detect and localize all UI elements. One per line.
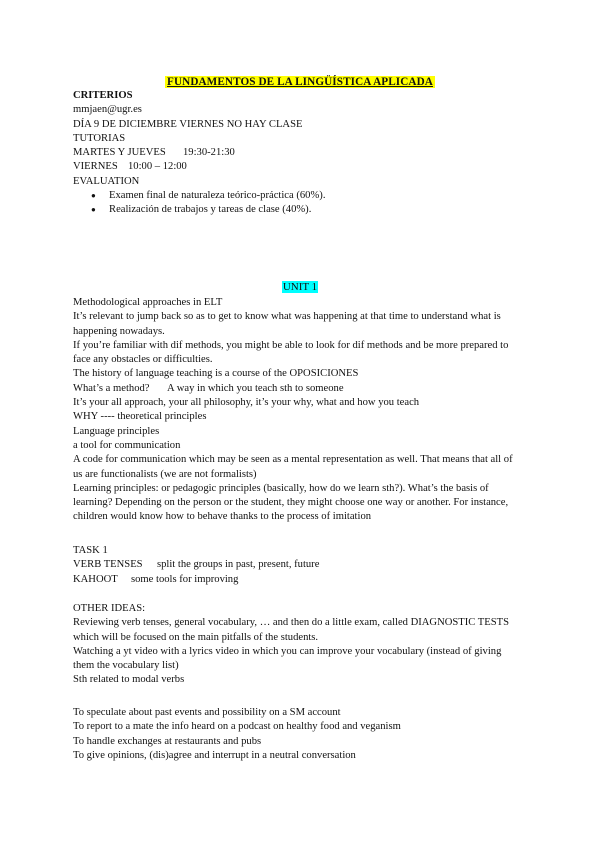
task-heading: TASK 1 bbox=[73, 545, 108, 556]
tutorias-row-1 bbox=[73, 146, 533, 160]
task-desc: split the groups in past, present, future bbox=[157, 559, 320, 571]
evaluation-list bbox=[73, 189, 533, 218]
method-def: A way in which you teach sth to someone bbox=[167, 382, 344, 394]
paragraph: It’s relevant to jump back so as to get to know what was happening at that time to understand what is happening nowadays. bbox=[73, 311, 501, 337]
tutorias-heading: TUTORIAS bbox=[73, 132, 126, 144]
document-title-text: FUNDAMENTOS DE LA LINGÜÍSTICA APLICADA bbox=[167, 76, 433, 88]
method-term: What’s a method? bbox=[73, 382, 150, 394]
task-row bbox=[73, 558, 533, 572]
tutorias-row-2 bbox=[73, 160, 533, 174]
goal-line: To report to a mate the info heard on a podcast on healthy food and veganism bbox=[73, 721, 401, 733]
unit-title-text: UNIT 1 bbox=[282, 281, 318, 293]
paragraph: Sth related to modal verbs bbox=[73, 674, 185, 686]
contact-email: mmjaen@ugr.es bbox=[73, 104, 142, 116]
document-title bbox=[0, 75, 600, 90]
paragraph: A code for communication which may be seen as a mental representation as well. That means that all of us are functionalists (we are not formalists) bbox=[73, 454, 513, 480]
tutorias-days: MARTES Y JUEVES bbox=[73, 147, 166, 159]
paragraph: a tool for communication bbox=[73, 439, 181, 451]
task-section bbox=[73, 544, 533, 587]
goals-section bbox=[73, 706, 533, 763]
evaluation-heading: EVALUATION bbox=[73, 175, 140, 187]
bullet-icon: ● bbox=[91, 191, 96, 201]
tutorias-days: VIERNES bbox=[73, 161, 118, 173]
tutorias-time: 19:30-21:30 bbox=[183, 147, 235, 159]
evaluation-item: Realización de trabajos y tareas de clase (40%). bbox=[109, 204, 312, 216]
task-term: KAHOOT bbox=[73, 573, 118, 585]
task-term: VERB TENSES bbox=[73, 559, 143, 571]
paragraph: WHY ---- theoretical principles bbox=[73, 411, 207, 423]
no-class-notice: DÍA 9 DE DICIEMBRE VIERNES NO HAY CLASE bbox=[73, 118, 303, 130]
criterios-heading: CRITERIOS bbox=[73, 90, 133, 101]
tutorias-time: 10:00 – 12:00 bbox=[128, 161, 187, 173]
paragraph: Learning principles: or pedagogic principles (basically, how do we learn sth?). What’s the basis of learning? Depending on the person or the student, they might choose one way or another. For instance, children would know how to behave thanks to the process of imitation bbox=[73, 482, 509, 523]
paragraph: Language principles bbox=[73, 425, 160, 437]
evaluation-item: Examen final de naturaleza teórico-práctica (60%). bbox=[109, 190, 326, 202]
unit-title bbox=[0, 280, 600, 295]
paragraph: Reviewing verb tenses, general vocabulary, … and then do a little exam, called DIAGNOSTIC TESTS which will be focused on the main pitfalls of the students. bbox=[73, 617, 509, 643]
goal-line: To speculate about past events and possibility on a SM account bbox=[73, 707, 341, 718]
criterios-section bbox=[73, 89, 533, 218]
list-item bbox=[73, 203, 533, 217]
method-definition bbox=[73, 382, 523, 396]
paragraph: The history of language teaching is a course of the OPOSICIONES bbox=[73, 368, 359, 380]
task-row bbox=[73, 573, 533, 587]
paragraph: Methodological approaches in ELT bbox=[73, 297, 223, 308]
paragraph: If you’re familiar with dif methods, you might be able to look for dif methods and be more prepared to face any obstacles or difficulties. bbox=[73, 339, 509, 366]
goal-line: To handle exchanges at restaurants and pubs bbox=[73, 735, 262, 747]
other-ideas-heading: OTHER IDEAS: bbox=[73, 603, 146, 614]
unit-section bbox=[73, 296, 523, 525]
list-item bbox=[73, 189, 533, 203]
paragraph: It’s your all approach, your all philosophy, it’s your why, what and how you teach bbox=[73, 397, 420, 409]
other-ideas-section bbox=[73, 602, 513, 688]
paragraph: Watching a yt video with a lyrics video in which you can improve your vocabulary (instead of giving them the vocabulary list) bbox=[73, 645, 502, 672]
goal-line: To give opinions, (dis)agree and interrupt in a neutral conversation bbox=[73, 749, 356, 761]
task-desc: some tools for improving bbox=[131, 573, 239, 585]
bullet-icon: ● bbox=[91, 205, 96, 215]
